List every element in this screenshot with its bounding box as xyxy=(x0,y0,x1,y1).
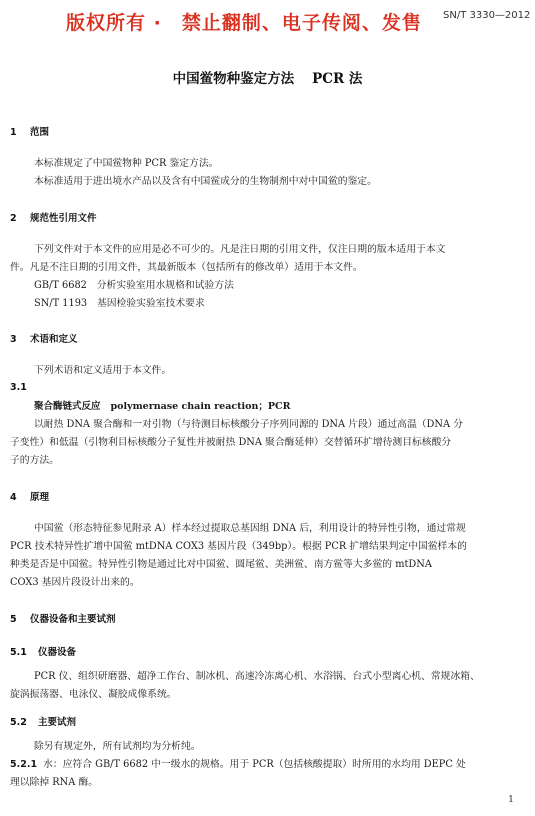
section-title: 主要试剂 xyxy=(38,717,77,728)
section-title: 仪器设备和主要试剂 xyxy=(30,614,116,625)
section-2-heading xyxy=(10,210,97,224)
section-1-heading xyxy=(10,124,49,138)
section-number: 5 xyxy=(10,614,17,625)
paragraph-line: 旋涡振荡器、电泳仪、凝胶成像系统。 xyxy=(10,689,177,700)
section-number: 1 xyxy=(10,127,17,138)
paragraph-line: 中国鲎（形态特征参见附录 A）样本经过提取总基因组 DNA 后，利用设计的特异性引物，通过常规 xyxy=(34,523,466,534)
section-number: 2 xyxy=(10,213,17,224)
section-title: 原理 xyxy=(30,492,50,503)
standard-number: SN/T 3330—2012 xyxy=(443,10,531,21)
paragraph-line: 以耐热 DNA 聚合酶和一对引物（与待测目标核酸分子序列同源的 DNA 片段）通过高温（DNA 分 xyxy=(34,419,463,430)
document-title xyxy=(0,67,535,87)
paragraph-line: 理以除掉 RNA 酶。 xyxy=(10,777,99,788)
paragraph-line: PCR 技术特异性扩增中国鲎 mtDNA COX3 基因片段（349bp）。根据 PCR 扩增结果判定中国鲎样本的 xyxy=(10,541,467,552)
section-title: 仪器设备 xyxy=(38,647,77,658)
reference-gbt-6682: GB/T 6682 分析实验室用水规格和试验方法 xyxy=(34,280,234,291)
term-heading xyxy=(34,400,291,413)
section-title: 范围 xyxy=(30,127,50,138)
section-number: 3 xyxy=(10,334,17,345)
section-4-heading xyxy=(10,489,49,503)
term-en: polymernase chain reaction；PCR xyxy=(110,401,291,412)
term-cn: 聚合酶链式反应 xyxy=(34,401,101,412)
item-text: 水：应符合 GB/T 6682 中一级水的规格。用于 PCR（包括核酸提取）时所用的水均用 DEPC 处 xyxy=(43,759,466,770)
subsection-5-1-heading xyxy=(10,644,76,658)
paragraph-line: 本标准适用于进出境水产品以及含有中国鲎成分的生物制剂中对中国鲎的鉴定。 xyxy=(34,176,377,187)
title-cn: 中国鲎物种鉴定方法 xyxy=(172,71,295,87)
paragraph-line: 种类是否是中国鲎。特异性引物是通过比对中国鲎、圆尾鲎、美洲鲎、南方鲎等大多鲎的 mtDNA xyxy=(10,559,432,570)
section-3-heading xyxy=(10,331,78,345)
paragraph-line: PCR 仪、组织研磨器、超净工作台、制冰机、高速冷冻离心机、水浴锅、台式小型离心机、常规冰箱、 xyxy=(34,671,480,682)
section-number: 4 xyxy=(10,492,17,503)
section-title: 规范性引用文件 xyxy=(30,213,97,224)
page-number: 1 xyxy=(508,794,515,805)
paragraph-line: 除另有规定外，所有试剂均为分析纯。 xyxy=(34,741,201,752)
paragraph-line: 下列术语和定义适用于本文件。 xyxy=(34,365,172,376)
paragraph-line: 件。凡是不注日期的引用文件，其最新版本（包括所有的修改单）适用于本文件。 xyxy=(10,262,363,273)
title-en: PCR 法 xyxy=(312,71,363,87)
paragraph-line: 本标准规定了中国鲎物种 PCR 鉴定方法。 xyxy=(34,158,219,169)
section-number: 5.2 xyxy=(10,717,27,728)
section-5-heading xyxy=(10,611,116,625)
paragraph-line: 下列文件对于本文件的应用是必不可少的。凡是注日期的引用文件，仅注日期的版本适用于本文 xyxy=(34,244,446,255)
paragraph-line: 子的方法。 xyxy=(10,455,59,466)
paragraph-line: 子变性）和低温（引物利目标核酸分子复性并被耐热 DNA 聚合酶延伸）交替循环扩增待测目标核酸分 xyxy=(10,437,452,448)
paragraph-line: COX3 基因片段设计出来的。 xyxy=(10,577,140,588)
paragraph-line xyxy=(10,758,466,771)
reference-snt-1193: SN/T 1193 基因检验实验室技术要求 xyxy=(34,298,205,309)
section-title: 术语和定义 xyxy=(30,334,78,345)
subsection-5-2-heading xyxy=(10,714,76,728)
subsection-3-1-number: 3.1 xyxy=(10,382,27,393)
section-number: 5.1 xyxy=(10,647,27,658)
watermark: 版权所有 · 禁止翻制、电子传阅、发售 xyxy=(66,12,422,34)
item-number: 5.2.1 xyxy=(10,759,38,770)
